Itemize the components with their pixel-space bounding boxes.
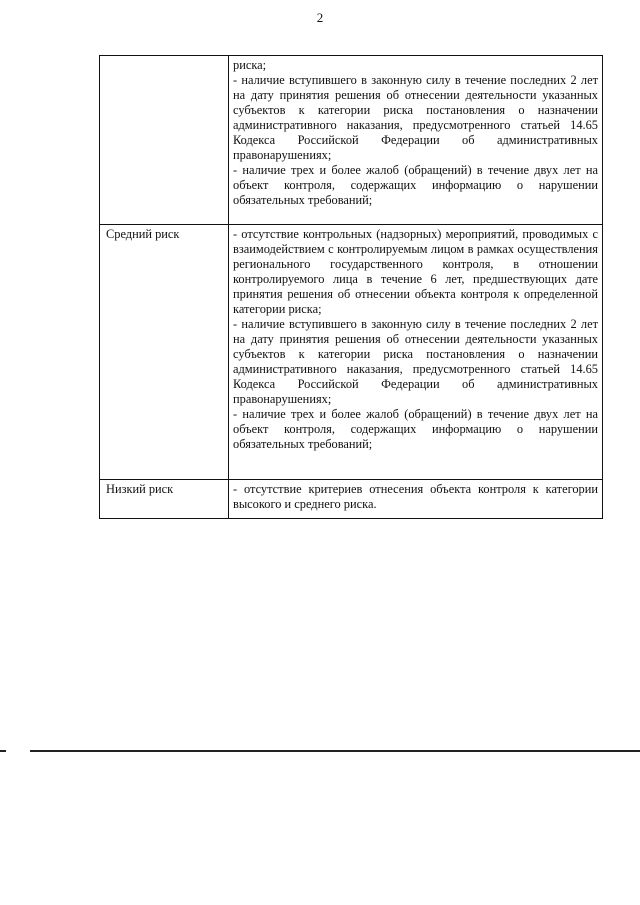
criteria-cell (229, 56, 603, 225)
criteria-item: - отсутствие контрольных (надзорных) мероприятий, проводимых с взаимодействием с контролируемым лицом в рамках осуществления регионального государственного контроля, в отношении контролируемого лица в течение 6 лет, предшествующих дате принятия решения об отнесении объекта контроля к определенной категории риска; (233, 227, 598, 316)
risk-category-table (99, 55, 603, 519)
criteria-cell (229, 480, 603, 519)
criteria-item: - наличие трех и более жалоб (обращений) в течение двух лет на объект контроля, содержащих информацию о нарушении обязательных требований; (233, 163, 598, 207)
criteria-item: риска; (233, 58, 267, 72)
criteria-item: - наличие вступившего в законную силу в течение последних 2 лет на дату принятия решения об отнесении деятельности указанных субъектов к категории риска постановления о назначении административного наказания, предусмотренного статьей 14.65 Кодекса Российской Федерации об административных правонарушениях; (233, 317, 598, 406)
risk-category-cell: Низкий риск (100, 480, 229, 519)
footer-rule-tick (0, 750, 6, 752)
risk-category-cell (100, 56, 229, 225)
footer-rule (30, 750, 640, 752)
criteria-item: - отсутствие критериев отнесения объекта контроля к категории высокого и среднего риска. (233, 482, 598, 511)
page-number: 2 (316, 10, 324, 25)
criteria-cell (229, 225, 603, 480)
table-row (100, 480, 603, 519)
criteria-item: - наличие вступившего в законную силу в течение последних 2 лет на дату принятия решения об отнесении деятельности указанных субъектов к категории риска постановления о назначении административного наказания, предусмотренного статьей 14.65 Кодекса Российской Федерации об административных правонарушениях; (233, 73, 598, 162)
risk-category-cell: Средний риск (100, 225, 229, 480)
table-row (100, 56, 603, 225)
table-row (100, 225, 603, 480)
criteria-item: - наличие трех и более жалоб (обращений) в течение двух лет на объект контроля, содержащих информацию о нарушении обязательных требований; (233, 407, 598, 451)
